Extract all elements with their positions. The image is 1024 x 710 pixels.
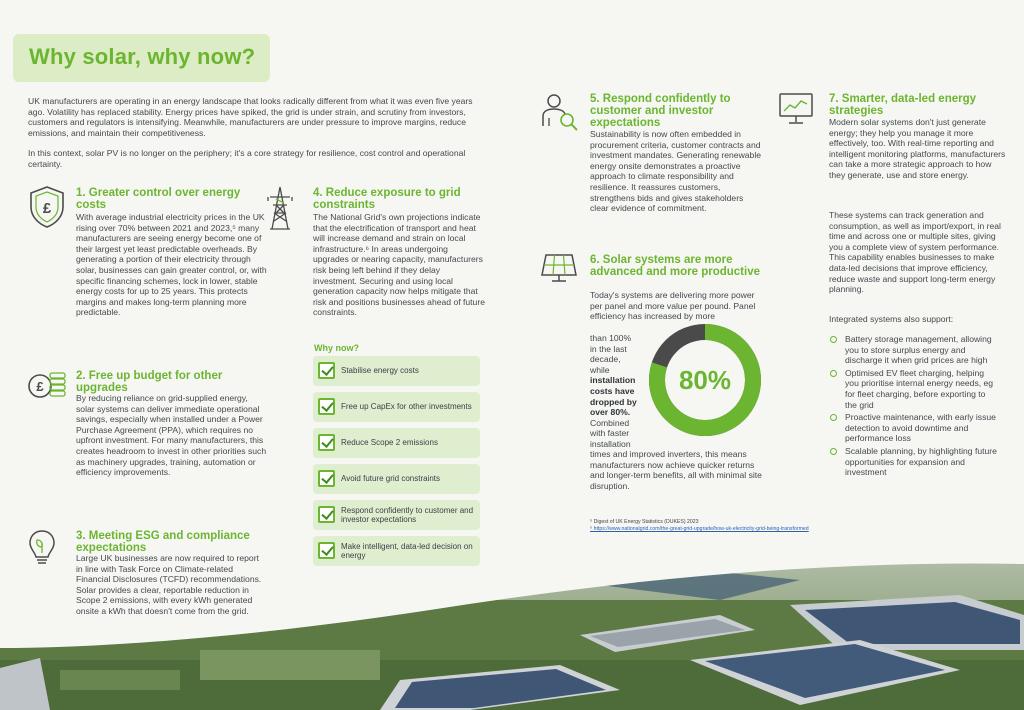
why-now-item-label: Reduce Scope 2 emissions bbox=[341, 438, 438, 448]
section-free-budget bbox=[27, 368, 267, 513]
footnote-link[interactable]: ⁶ https://www.nationalgrid.com/the-great-grid-upgrade/how-uk-electricity-grid-being-transformed bbox=[590, 526, 809, 532]
checkbox-checked-icon bbox=[318, 398, 335, 415]
pound-shield-icon bbox=[27, 185, 67, 229]
support-list bbox=[829, 334, 999, 480]
section-heading: 2. Free up budget for other upgrades bbox=[76, 370, 223, 394]
text-line: Combined bbox=[590, 417, 630, 428]
monitor-chart-icon bbox=[778, 92, 814, 126]
section-advanced-systems bbox=[540, 253, 780, 503]
intro bbox=[28, 96, 483, 180]
text-line: installation bbox=[590, 438, 631, 449]
text-line: in the last bbox=[590, 343, 627, 354]
solar-panel-icon bbox=[540, 253, 578, 283]
why-now-item-label: Free up CapEx for other investments bbox=[341, 402, 472, 412]
checkbox-checked-icon bbox=[318, 542, 335, 559]
footnotes bbox=[590, 519, 809, 533]
section-heading: 5. Respond confidently to customer and investor expectations bbox=[590, 93, 731, 129]
section-body: Sustainability is now often embedded in procurement criteria, customer contracts and investment mandates. Generating renewable energy onsite demonstrates a proactive approach to climate responsibility and resilience. It reassures customers, strengthens bids and gives stakeholders clear evidence of commitment. bbox=[590, 129, 762, 214]
section-energy-costs bbox=[27, 185, 267, 355]
section-body-bottom: times and improved inverters, this means manufacturers now achieve quicker returns and longer-term benefits, all with minimal site disruption. bbox=[590, 449, 762, 491]
text-line-bold: costs have bbox=[590, 385, 635, 396]
eco-bulb-icon bbox=[27, 528, 57, 568]
text-line-bold: dropped by bbox=[590, 396, 637, 407]
section-grid-constraints bbox=[264, 185, 484, 335]
checkbox-checked-icon bbox=[318, 434, 335, 451]
section-body: These systems can track generation and consumption, as well as import/export, in real time and across one or multiple sites, giving you a complete view of system performance. This capability enables businesses to make data-led decisions that improve efficiency, reduce waste and support long-term energy planning. bbox=[829, 210, 1001, 295]
title-banner bbox=[13, 34, 270, 82]
why-now-item-label: Stabilise energy costs bbox=[341, 366, 419, 376]
section-body: The National Grid's own projections indicate that the electrification of transport and heat will increase demand and strain on local infrastructure.⁶ In areas undergoing upgrades or nearing capacity, manufacturers risk being left behind if they delay investment. Securing and using local generation capacity now helps mitigate that risk and positions businesses ahead of future constraints. bbox=[313, 212, 485, 318]
pylon-icon bbox=[264, 185, 296, 231]
why-now-item-label: Respond confidently to customer and investor expectations bbox=[341, 505, 474, 524]
checkbox-checked-icon bbox=[318, 470, 335, 487]
text-line-bold: over 80%. bbox=[590, 407, 631, 418]
text-line: while bbox=[590, 364, 610, 375]
why-now-item bbox=[313, 464, 480, 494]
section-heading: 7. Smarter, data-led energy strategies bbox=[829, 93, 977, 117]
section-customer-expectations bbox=[540, 92, 765, 232]
section-body: Modern solar systems don't just generate energy; they help you manage it more effectively, too. With real-time reporting and intelligent monitoring platforms, manufacturers can take a more strategic approach to how they generate, use and store energy. bbox=[829, 117, 1006, 180]
donut-chart bbox=[645, 320, 765, 440]
list-item: Optimised EV fleet charging, helping you prioritise internal energy needs, eg for fleet charging, before exporting to the grid bbox=[829, 368, 999, 410]
section-body: With average industrial electricity prices in the UK rising over 70% between 2021 and 2023,⁵ many manufacturers are seeing energy become one of their largest yet least predictable overheads. By generating a portion of their electricity through solar, businesses can gain greater control, or, with specific financing schemes, lock in lower, stable energy costs for up to 25 years. This protects margins and makes long-term planning more predictable. bbox=[76, 212, 267, 318]
why-now-item bbox=[313, 428, 480, 458]
section-body: Large UK businesses are now required to report in line with Task Force on Climate-related Financial Disclosures (TCFD) recommendations. Solar provides a clear, reportable reduction in Scope 2 emissions, with every kWh generated onsite a kWh that doesn't come from the grid. bbox=[76, 553, 262, 616]
text-line: than 100% bbox=[590, 333, 632, 343]
list-item: Battery storage management, allowing you to store surplus energy and discharge it when grid prices are high bbox=[829, 334, 999, 366]
text-line-bold: installation bbox=[590, 375, 636, 386]
section-body: Integrated systems also support: bbox=[829, 314, 954, 324]
section-heading: 4. Reduce exposure to grid constraints bbox=[313, 187, 461, 211]
intro-paragraph: In this context, solar PV is no longer on the periphery; it's a core strategy for resilience, cost control and operational certainty. bbox=[28, 148, 466, 169]
section-body-top: Today's systems are delivering more power per panel and more value per pound. Panel efficiency has increased by more bbox=[590, 290, 756, 322]
section-body-side bbox=[590, 333, 645, 450]
coins-icon bbox=[27, 368, 69, 404]
intro-paragraph: UK manufacturers are operating in an energy landscape that looks radically different from what it was even five years ago. Volatility has replaced stability. Energy prices have spiked, the grid is under strain, and scrutiny from investors, customers and regulators is intensifying. Meanwhile, manufacturers are under pressure to improve margins, reduce emissions, and maintain their competitiveness. bbox=[28, 96, 473, 138]
why-now-item-label: Avoid future grid constraints bbox=[341, 474, 441, 484]
person-magnifier-icon bbox=[540, 92, 580, 132]
section-heading: 3. Meeting ESG and compliance expectations bbox=[76, 530, 250, 554]
footnote: ⁵ Digest of UK Energy Statistics (DUKES) 2023 bbox=[590, 519, 699, 525]
section-body: By reducing reliance on grid-supplied energy, solar systems can deliver immediate operational savings, especially when installed under a Power Purchase Agreement (PPA), which requires no upfront investment. For many manufacturers, this creates headroom to invest in other priorities such as machinery upgrades, training, automation or efficiency improvements. bbox=[76, 393, 267, 478]
checkbox-checked-icon bbox=[318, 506, 335, 523]
why-now-item bbox=[313, 356, 480, 386]
why-now-item bbox=[313, 536, 480, 566]
text-line: with faster bbox=[590, 428, 630, 439]
section-heading: 1. Greater control over energy costs bbox=[76, 187, 241, 211]
section-heading: 6. Solar systems are more advanced and more productive bbox=[590, 254, 760, 278]
why-now-item bbox=[313, 500, 480, 530]
section-esg bbox=[27, 528, 267, 638]
list-item: Scalable planning, by highlighting future opportunities for expansion and investment bbox=[829, 446, 999, 478]
text-line: decade, bbox=[590, 354, 621, 365]
list-item: Proactive maintenance, with early issue detection to avoid downtime and performance loss bbox=[829, 412, 999, 444]
svg-text:£: £ bbox=[36, 379, 44, 394]
why-now-item-label: Make intelligent, data-led decision on energy bbox=[341, 541, 473, 560]
checkbox-checked-icon bbox=[318, 362, 335, 379]
donut-label: 80% bbox=[678, 365, 732, 395]
why-now-item bbox=[313, 392, 480, 422]
page-title: Why solar, why now? bbox=[29, 44, 256, 69]
svg-text:£: £ bbox=[42, 200, 52, 217]
why-now-title: Why now? bbox=[314, 343, 359, 353]
